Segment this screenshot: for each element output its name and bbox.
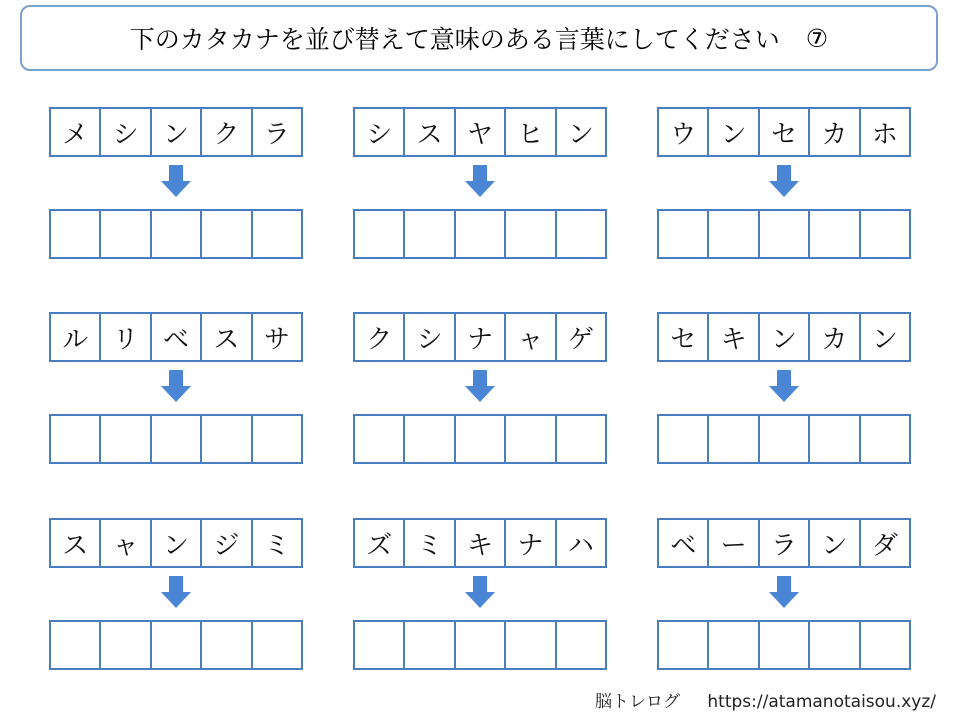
answer-boxes-row [657, 620, 911, 670]
letter-cell: ホ [871, 119, 898, 150]
letter-cell: ク [355, 314, 405, 360]
answer-box[interactable] [557, 416, 605, 462]
letter-cell: ン [760, 314, 810, 360]
answer-box[interactable] [101, 211, 151, 257]
puzzle-6 [657, 312, 911, 464]
answer-box[interactable] [202, 622, 252, 668]
puzzle-5 [353, 312, 607, 464]
answer-box[interactable] [506, 211, 556, 257]
scrambled-letters-row [657, 312, 911, 362]
answer-box[interactable] [557, 622, 605, 668]
scrambled-letters-row [657, 107, 911, 157]
answer-boxes-row [353, 620, 607, 670]
answer-box[interactable] [810, 622, 860, 668]
letter-cell: ン [152, 109, 202, 155]
footer [595, 687, 936, 712]
puzzle-4 [49, 312, 303, 464]
letter-cell: ズ [355, 520, 405, 566]
scrambled-letters-row [49, 312, 303, 362]
answer-box[interactable] [253, 416, 301, 462]
letter-cell: シ [355, 109, 405, 155]
letter-cell: ン [871, 324, 898, 355]
answer-box[interactable] [810, 416, 860, 462]
answer-box[interactable] [506, 416, 556, 462]
letter-cell: ミ [263, 530, 290, 561]
answer-box[interactable] [861, 416, 909, 462]
answer-box[interactable] [101, 416, 151, 462]
letter-cell: セ [760, 109, 810, 155]
answer-box[interactable] [405, 622, 455, 668]
down-arrow-icon [161, 576, 191, 608]
answer-box[interactable] [202, 416, 252, 462]
letter-cell: カ [810, 109, 860, 155]
answer-box[interactable] [709, 416, 759, 462]
puzzle-8 [353, 518, 607, 670]
site-url: https://atamanotaisou.xyz/ [707, 692, 936, 712]
letter-cell: キ [456, 520, 506, 566]
answer-box[interactable] [101, 622, 151, 668]
answer-boxes-row [49, 620, 303, 670]
letter-cell: ジ [202, 520, 252, 566]
answer-box[interactable] [760, 211, 810, 257]
letter-cell: ナ [506, 520, 556, 566]
answer-box[interactable] [456, 416, 506, 462]
letter-cell: ミ [405, 520, 455, 566]
scrambled-letters-row [353, 107, 607, 157]
puzzle-7 [49, 518, 303, 670]
letter-cell: ン [709, 109, 759, 155]
letter-cell: ス [202, 314, 252, 360]
answer-boxes-row [657, 209, 911, 259]
answer-box[interactable] [456, 211, 506, 257]
down-arrow-icon [465, 576, 495, 608]
letter-cell: サ [263, 324, 290, 355]
answer-box[interactable] [810, 211, 860, 257]
letter-cell: セ [659, 314, 709, 360]
puzzle-9 [657, 518, 911, 670]
letter-cell: メ [51, 109, 101, 155]
scrambled-letters-row [657, 518, 911, 568]
down-arrow-icon [769, 165, 799, 197]
answer-boxes-row [49, 414, 303, 464]
down-arrow-icon [465, 165, 495, 197]
answer-box[interactable] [861, 622, 909, 668]
letter-cell: ダ [871, 530, 898, 561]
answer-box[interactable] [760, 416, 810, 462]
letter-cell: ン [567, 119, 594, 150]
letter-cell: ク [202, 109, 252, 155]
answer-boxes-row [353, 414, 607, 464]
puzzle-2 [353, 107, 607, 259]
answer-box[interactable] [760, 622, 810, 668]
puzzle-1 [49, 107, 303, 259]
answer-box[interactable] [202, 211, 252, 257]
scrambled-letters-row [49, 107, 303, 157]
letter-cell: ゲ [567, 324, 594, 355]
answer-box[interactable] [355, 416, 405, 462]
down-arrow-icon [769, 576, 799, 608]
answer-box[interactable] [405, 211, 455, 257]
answer-box[interactable] [51, 416, 101, 462]
site-name: 脳トレログ [594, 692, 680, 712]
letter-cell: ャ [101, 520, 151, 566]
puzzle-3 [657, 107, 911, 259]
answer-box[interactable] [355, 211, 405, 257]
answer-box[interactable] [456, 622, 506, 668]
answer-box[interactable] [659, 622, 709, 668]
page-title: 下のカタカナを並び替えて意味のある言葉にしてください [129, 25, 780, 54]
letter-cell: ヒ [506, 109, 556, 155]
answer-box[interactable] [51, 211, 101, 257]
letter-cell: ス [51, 520, 101, 566]
down-arrow-icon [465, 370, 495, 402]
letter-cell: シ [405, 314, 455, 360]
answer-boxes-row [657, 414, 911, 464]
letter-cell: リ [101, 314, 151, 360]
letter-cell: ウ [659, 109, 709, 155]
answer-box[interactable] [861, 211, 909, 257]
letter-cell: ナ [456, 314, 506, 360]
letter-cell: キ [709, 314, 759, 360]
letter-cell: ヤ [456, 109, 506, 155]
answer-box[interactable] [253, 622, 301, 668]
answer-box[interactable] [152, 211, 202, 257]
letter-cell: カ [810, 314, 860, 360]
down-arrow-icon [161, 165, 191, 197]
title-banner [20, 5, 938, 71]
answer-box[interactable] [51, 622, 101, 668]
answer-box[interactable] [152, 622, 202, 668]
letter-cell: ン [810, 520, 860, 566]
letter-cell: ラ [263, 119, 290, 150]
answer-box[interactable] [355, 622, 405, 668]
letter-cell: シ [101, 109, 151, 155]
letter-cell: ン [152, 520, 202, 566]
answer-box[interactable] [253, 211, 301, 257]
down-arrow-icon [161, 370, 191, 402]
answer-box[interactable] [709, 211, 759, 257]
answer-box[interactable] [557, 211, 605, 257]
answer-box[interactable] [506, 622, 556, 668]
letter-cell: ー [709, 520, 759, 566]
answer-box[interactable] [405, 416, 455, 462]
answer-box[interactable] [659, 416, 709, 462]
answer-box[interactable] [152, 416, 202, 462]
scrambled-letters-row [353, 518, 607, 568]
letter-cell: ス [405, 109, 455, 155]
letter-cell: ベ [152, 314, 202, 360]
letter-cell: ベ [659, 520, 709, 566]
scrambled-letters-row [49, 518, 303, 568]
answer-boxes-row [49, 209, 303, 259]
answer-boxes-row [353, 209, 607, 259]
answer-box[interactable] [709, 622, 759, 668]
puzzle-number: ⑦ [805, 23, 829, 53]
letter-cell: ハ [567, 530, 594, 561]
letter-cell: ル [51, 314, 101, 360]
letter-cell: ラ [760, 520, 810, 566]
answer-box[interactable] [659, 211, 709, 257]
letter-cell: ャ [506, 314, 556, 360]
down-arrow-icon [769, 370, 799, 402]
scrambled-letters-row [353, 312, 607, 362]
